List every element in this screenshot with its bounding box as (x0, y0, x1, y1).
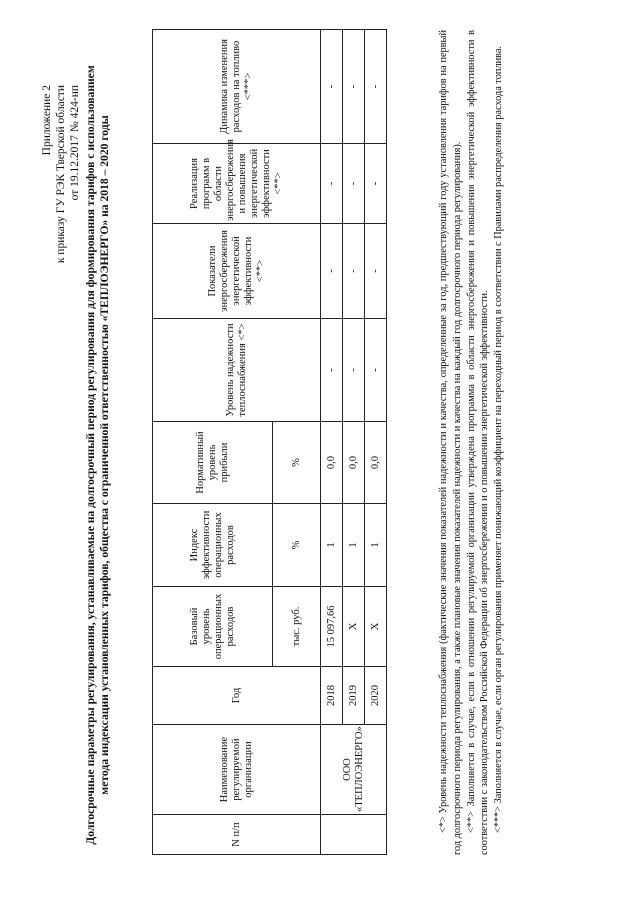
cell-base: Х (343, 587, 365, 667)
appendix-date: от 19.12.2017 № 424-нп (69, 85, 81, 201)
header-program: Реализация программ в области энергосбережения и повышения энергетической эффективности <**> (153, 144, 321, 224)
unit-index: % (273, 504, 321, 587)
cell-fuel: - (321, 30, 343, 144)
header-num: N п/п (153, 815, 321, 855)
header-profit: Нормативный уровень прибыли (153, 422, 273, 504)
title-line-2: метода индексации установленных тарифов, общества с ограниченной ответственностью «ТЕПЛОЭНЕРГО» на 2018 – 2020 годы (98, 115, 111, 795)
header-org: Наименование регулируемой организации (153, 725, 321, 815)
title-line-1: Долгосрочные параметры регулирования, устанавливаемые на долгосрочный период регулирования для формирования тарифов с использованием (84, 65, 97, 845)
appendix-reference (40, 85, 82, 263)
parameters-table (152, 29, 387, 855)
footnote-energy: <**> Заполняется в случае, если в отношении регулируемой организации утверждена программа в области энергосбережения и повышения энергетической эффективности в соответствии с законодательством Российской Федерации об энергосбережении и о повышении энергетической эффективности. (465, 30, 491, 855)
cell-program: - (321, 144, 343, 224)
header-fuel: Динамика изменения расходов на топливо <***> (153, 30, 321, 144)
header-year: Год (153, 667, 321, 725)
appendix-order: к приказу ГУ РЭК Тверской области (55, 85, 67, 264)
cell-reliability: - (343, 319, 365, 422)
cell-profit: 0,0 (343, 422, 365, 504)
cell-energy: - (365, 224, 387, 319)
footnote-fuel: <***> Заполняется в случае, если орган регулирования применяет понижающий коэффициент на переходный период в соответствии с Правилами распределения расхода топлива. (493, 46, 505, 833)
table-row (321, 30, 343, 855)
cell-index: 1 (321, 504, 343, 587)
cell-program: - (365, 144, 387, 224)
cell-program: - (343, 144, 365, 224)
document-title (84, 55, 112, 855)
header-reliability: Уровень надежности теплоснабжения <*> (153, 319, 321, 422)
header-row (153, 30, 273, 855)
cell-fuel: - (365, 30, 387, 144)
cell-reliability: - (365, 319, 387, 422)
cell-base: 15 097,66 (321, 587, 343, 667)
header-energy: Показатели энергосбережения энергетической эффективности <**> (153, 224, 321, 319)
cell-base: Х (365, 587, 387, 667)
org-name: ООО «ТЕПЛОЭНЕРГО» (321, 725, 387, 815)
cell-profit: 0,0 (321, 422, 343, 504)
footnote-reliability: <*> Уровень надежности теплоснабжения (фактические значения показателей надежности и качества, определенные за год, предшествующий году установления тарифов на первый год долгосрочного периода регулирования, а также плановые значения показателей надежности и качества на каждый год долгосрочного периода регулирования). (438, 30, 463, 855)
unit-profit: % (273, 422, 321, 504)
cell-index: 1 (365, 504, 387, 587)
row-num (321, 815, 387, 855)
cell-reliability: - (321, 319, 343, 422)
unit-base: тыс. руб. (273, 587, 321, 667)
cell-profit: 0,0 (365, 422, 387, 504)
cell-energy: - (321, 224, 343, 319)
cell-index: 1 (343, 504, 365, 587)
appendix-number: Приложение 2 (41, 85, 53, 156)
cell-year: 2019 (343, 667, 365, 725)
cell-year: 2020 (365, 667, 387, 725)
cell-energy: - (343, 224, 365, 319)
cell-fuel: - (343, 30, 365, 144)
header-base: Базовый уровень операционных расходов (153, 587, 273, 667)
footnotes (437, 30, 506, 855)
header-index: Индекс эффективности операционных расходов (153, 504, 273, 587)
cell-year: 2018 (321, 667, 343, 725)
